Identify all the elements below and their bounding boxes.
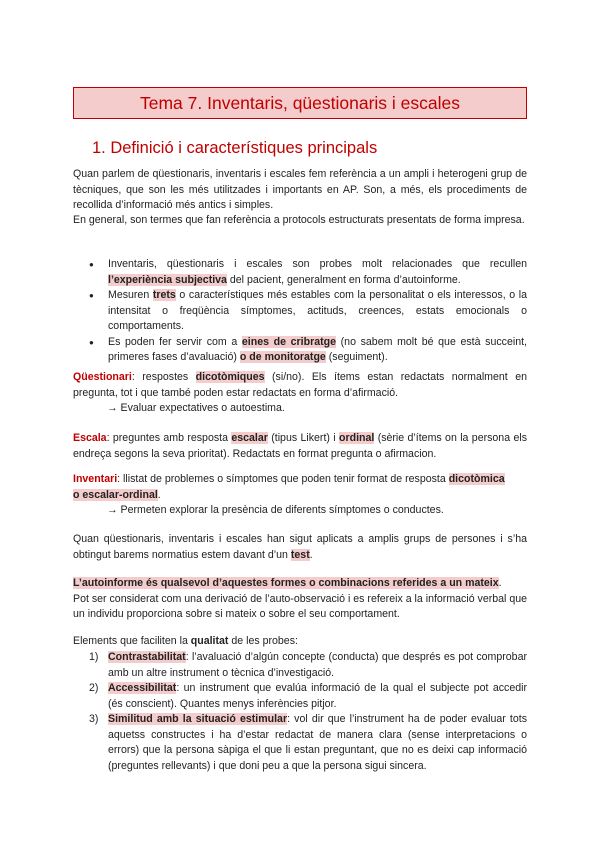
list-item: 1) Contrastabilitat: l’avaluació d’algún concepte (conducta) que després es pot comprobar amb un altre instrument o tècnica d’investigació. [89,651,527,679]
characteristics-list [89,257,527,366]
inventari-definition: Inventari: llistat de problemes o símptomes que poden tenir format de resposta dicotòmica o escalar-ordinal. [73,473,505,501]
list-item: ● Mesuren trets o característiques més estables com la personalitat o els interessos, o la intensitat o freqüència símptomes, actituds, creences, estats emocionals o comportaments. [89,288,527,335]
list-item: 3) Similitud amb la situació estimular: vol dir que l’instrument ha de poder evaluar tots aquetss constructes i ha d’estar redactat de manera clara (sense interpretacions o errors) que la persona sàpiga el que li estan preguntant, que no es deixi cap informació (preguntes rellevants) i que doni peu a que la persona sigui sincera. [89,713,527,772]
autoinforme-paragraph: L’autoinforme és qualsevol d’aquestes formes o combinacions referides a un mateix. Pot ser considerat com una derivació de l’auto-observació i es refereix a la informació verbal que un individu proporciona sobre si mateix o sobre el seu comportament. [73,577,527,620]
list-item: ● Es poden fer servir com a eines de cribratge (no sabem molt bé que està succeint, primeres fases d’avaluació) o de monitoratge (seguiment). [89,335,527,366]
document-title: Tema 7. Inventaris, qüestionaris i escales [73,87,527,119]
list-item: 2) Accessibilitat: un instrument que evalúa informació de la qual el subjecte pot accedir (és conscient). Quantes menys inferències pitjor. [89,682,527,710]
test-paragraph: Quan qüestionaris, inventaris i escales han sigut aplicats a amplis grups de persones i s’ha obtingut barems normatius estem davant d’un test. [73,533,527,561]
list-item: ● Inventaris, qüestionaris i escales son probes molt relacionades que recullen l’experiència subjectiva del pacient, generalment en forma d’autoinforme. [89,257,527,288]
questionari-example: → Evaluar expectatives o autoestima. [107,402,285,414]
inventari-example: → Permeten explorar la presència de diferents símptomes o conductes. [107,504,444,516]
section-heading: 1. Definició i característiques principals [92,139,378,157]
escala-definition: Escala: preguntes amb resposta escalar (tipus Likert) i ordinal (sèrie d’ítems on la persona els endreça segons la seva prioritat). Redactats en format pregunta o afirmacion. [73,432,527,460]
questionari-definition: Qüestionari: respostes dicotòmiques (si/no). Els ítems estan redactats normalment en pregunta, tot i que també poden estar redactats en forma d’afirmació. [73,371,527,399]
intro-paragraph-2: En general, son termes que fan referència a protocols estructurats presentats de forma impresa. [73,214,525,226]
quality-intro: Elements que faciliten la qualitat de les probes: [73,635,298,647]
quality-elements-list [89,650,527,774]
intro-paragraph-1: Quan parlem de qüestionaris, inventaris i escales fem referència a un ampli i heterogeni grup de tècniques, que son les més utilitzades i importants en AP. Son, a més, els procediments de recollida d’informació més antics i simples. [73,168,527,211]
